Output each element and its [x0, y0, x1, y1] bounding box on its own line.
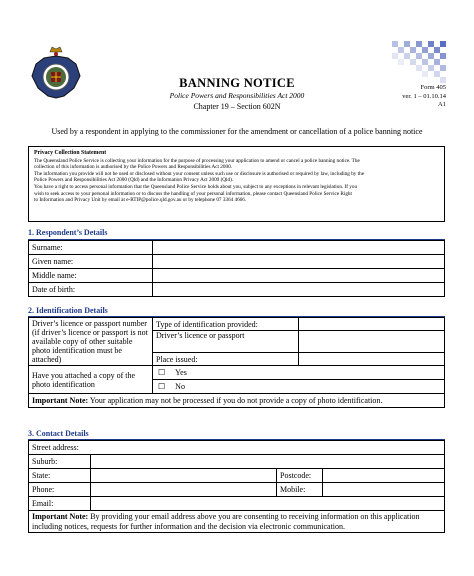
privacy-line: wish to seek access to your personal information or to discuss the handling of your personal information, please contact Queensland Police Service Right — [34, 190, 352, 197]
checker-square — [392, 41, 398, 47]
no-option[interactable] — [153, 380, 445, 394]
identification-details-table — [28, 317, 445, 408]
checker-square — [410, 59, 416, 65]
state-field[interactable] — [91, 469, 277, 483]
phone-label: Phone: — [29, 483, 91, 497]
privacy-line: The Queensland Police Service is collecting your information for the purpose of processing your application to amend or cancel a police banning notice. The — [34, 157, 360, 164]
section-2-title: 2. Identification Details — [28, 306, 108, 315]
checker-square — [428, 53, 434, 59]
postcode-label: Postcode: — [277, 469, 323, 483]
note-label: Important Note: — [32, 396, 89, 405]
section-3-title: 3. Contact Details — [28, 429, 89, 438]
checker-square — [392, 53, 398, 59]
licence-number-label: Driver’s licence or passport number (if driver’s licence or passport is not available copy of other suitable photo identification must be attached) — [29, 318, 153, 366]
checker-square — [410, 47, 416, 53]
yes-option[interactable] — [153, 366, 445, 380]
checker-square — [422, 59, 428, 65]
street-address-row[interactable] — [29, 441, 445, 455]
privacy-line: to Information and Privacy Unit by email at e-RTIP@police.qld.gov.au or by telephone 07 3364 4666. — [34, 197, 247, 204]
privacy-line: collection of this information is authorised by the Police Powers and Responsibilities Act 2000. — [34, 164, 232, 171]
privacy-line: You have a right to access personal information that the Queensland Police Service holds about you, subject to any exceptions in relevant legislation. If you — [34, 183, 358, 190]
middle-name-label: Middle name: — [29, 269, 153, 283]
contact-details-table — [28, 440, 445, 533]
identification-type-field[interactable] — [299, 318, 445, 331]
privacy-heading: Privacy Collection Statement — [34, 150, 107, 156]
checker-square — [428, 41, 434, 47]
identification-type-label: Type of identification provided: — [153, 318, 299, 331]
checker-square — [404, 41, 410, 47]
licence-number-field[interactable] — [299, 331, 445, 353]
email-field[interactable] — [91, 497, 445, 511]
identification-note — [29, 394, 445, 408]
phone-field[interactable] — [91, 483, 277, 497]
photo-attached-label: Have you attached a copy of the photo identification — [29, 366, 153, 394]
date-of-birth-label: Date of birth: — [29, 283, 153, 297]
checker-square — [422, 47, 428, 53]
note-label: Important Note: — [32, 512, 89, 521]
note-text: Your application may not be processed if you do not provide a copy of photo identification. — [88, 396, 383, 405]
respondent-details-table — [28, 240, 445, 297]
privacy-line: Police Powers and Responsibilities Act 2000 (Qld) and the Information Privacy Act 2009 (Qld). — [34, 177, 234, 184]
surname-field[interactable] — [153, 241, 445, 255]
checker-square — [440, 65, 446, 71]
checker-square — [416, 65, 422, 71]
given-name-field[interactable] — [153, 255, 445, 269]
note-text: By providing your email address above you are consenting to receiving information on this application including notices, requests for further information and the decision via electronic communication. — [32, 512, 420, 531]
date-of-birth-field[interactable] — [153, 283, 445, 297]
checker-square — [398, 59, 404, 65]
checker-square — [416, 41, 422, 47]
checkbox-icon[interactable]: ☐ — [158, 382, 166, 391]
intro-text: Used by a respondent in applying to the commissioner for the amendment or cancellation of a police banning notice — [51, 127, 423, 136]
page-title: BANNING NOTICE — [179, 76, 295, 90]
form-meta — [402, 84, 446, 110]
yes-label: Yes — [175, 368, 187, 377]
checker-square — [434, 47, 440, 53]
chapter-line: Chapter 19 – Section 602N — [193, 102, 281, 111]
identification-type-option: Driver’s licence or passport — [153, 331, 299, 353]
checker-square — [440, 41, 446, 47]
surname-label: Surname: — [29, 241, 153, 255]
checker-square — [398, 47, 404, 53]
mobile-field[interactable] — [323, 483, 445, 497]
checker-square — [440, 53, 446, 59]
street-address-label: Street address: — [32, 443, 79, 452]
email-label: Email: — [29, 497, 91, 511]
suburb-label: Suburb: — [29, 455, 91, 469]
no-label: No — [175, 382, 185, 391]
contact-note — [29, 511, 445, 533]
privacy-statement — [28, 146, 445, 222]
checker-square — [428, 65, 434, 71]
section-1-title: 1. Respondent’s Details — [28, 228, 108, 237]
act-subtitle: Police Powers and Responsibilities Act 2000 — [169, 91, 305, 100]
place-issued-field[interactable] — [299, 353, 445, 366]
mobile-label: Mobile: — [277, 483, 323, 497]
middle-name-field[interactable] — [153, 269, 445, 283]
suburb-field[interactable] — [91, 455, 445, 469]
postcode-field[interactable] — [323, 469, 445, 483]
state-label: State: — [29, 469, 91, 483]
place-issued-label: Place issued: — [153, 353, 299, 366]
checker-square — [434, 59, 440, 65]
checker-square — [416, 53, 422, 59]
privacy-line: The information you provide will not be used or disclosed without your consent unless such use or disclosure is authorised or required by law, including by the — [34, 170, 365, 177]
form-number: Form 405 — [420, 84, 446, 91]
form-page: A1 — [438, 101, 446, 108]
form-version: ver. 1 – 01.10.14 — [402, 92, 446, 100]
checkbox-icon[interactable]: ☐ — [158, 368, 166, 377]
checker-square — [404, 53, 410, 59]
given-name-label: Given name: — [29, 255, 153, 269]
